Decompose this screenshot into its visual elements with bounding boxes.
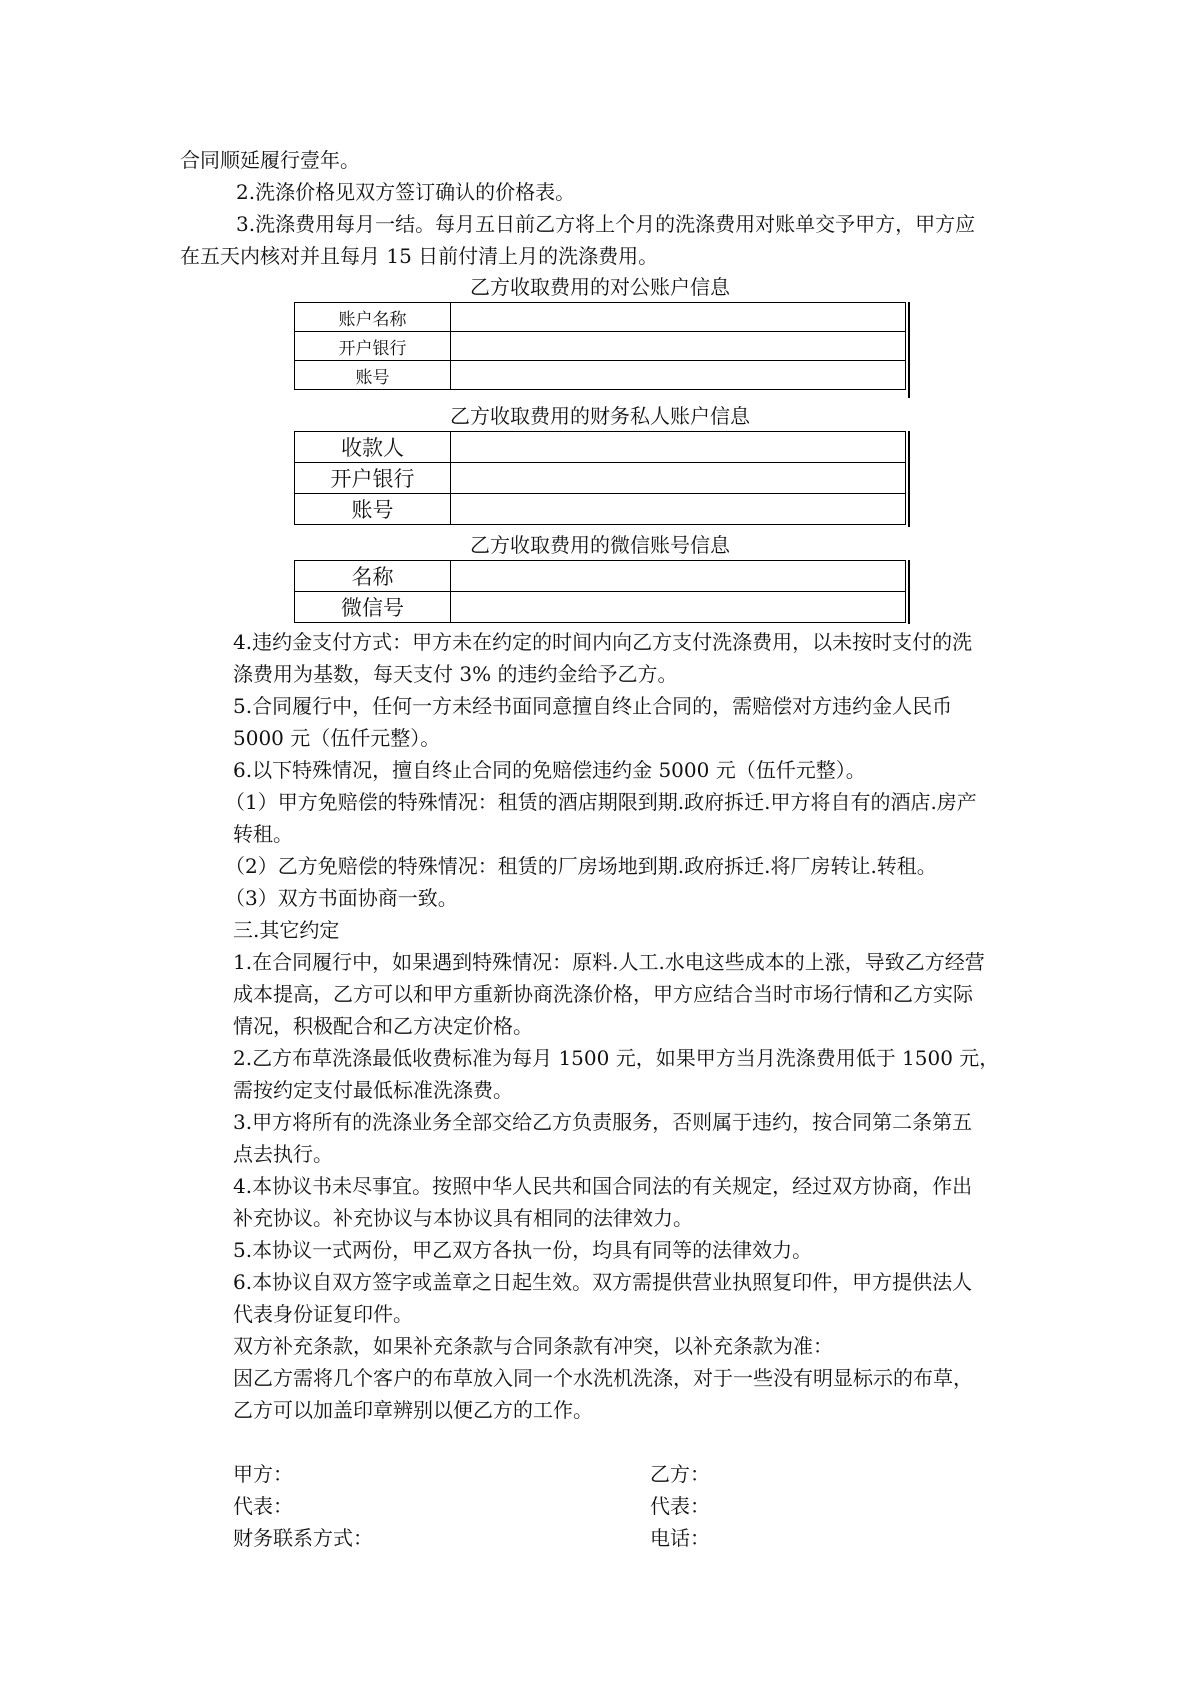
table-row	[295, 592, 906, 623]
table-edge-line	[908, 560, 910, 624]
row-label: 开户银行	[295, 463, 451, 494]
table-row	[295, 561, 906, 592]
clause-4a: 4.违约金支付方式：甲方未在约定的时间内向乙方支付洗涤费用，以未按时支付的洗	[233, 630, 973, 654]
row-value	[451, 494, 906, 525]
row-value	[451, 463, 906, 494]
public-account-caption: 乙方收取费用的对公账户信息	[470, 275, 730, 299]
table-row	[295, 494, 906, 525]
table-row	[295, 361, 906, 390]
other-1a: 1.在合同履行中，如果遇到特殊情况：原料.人工.水电这些成本的上涨，导致乙方经营	[233, 950, 985, 974]
wechat-account-table	[294, 560, 906, 623]
clause-6-1a: （1）甲方免赔偿的特殊情况：租赁的酒店期限到期.政府拆迁.甲方将自有的酒店.房产	[225, 790, 977, 814]
row-label: 账户名称	[295, 303, 451, 332]
row-label: 账号	[295, 494, 451, 525]
row-label: 微信号	[295, 592, 451, 623]
supplement-intro: 双方补充条款，如果补充条款与合同条款有冲突，以补充条款为准：	[233, 1334, 833, 1358]
other-heading: 三.其它约定	[233, 918, 340, 942]
other-2b: 需按约定支付最低标准洗涤费。	[233, 1078, 513, 1102]
row-value	[451, 303, 906, 332]
row-value	[451, 332, 906, 361]
wechat-account-caption: 乙方收取费用的微信账号信息	[470, 533, 730, 557]
other-1b: 成本提高，乙方可以和甲方重新协商洗涤价格，甲方应结合当时市场行情和乙方实际	[233, 982, 973, 1006]
other-3b: 点去执行。	[233, 1142, 333, 1166]
other-2a: 2.乙方布草洗涤最低收费标准为每月 1500 元，如果甲方当月洗涤费用低于 1500 元，	[233, 1046, 1000, 1070]
table-edge-line	[908, 431, 910, 527]
rep-b-label: 代表：	[650, 1494, 710, 1518]
supplement-2a: 因乙方需将几个客户的布草放入同一个水洗机洗涤，对于一些没有明显标示的布草，	[233, 1366, 973, 1390]
table-row	[295, 332, 906, 361]
other-6a: 6.本协议自双方签字或盖章之日起生效。双方需提供营业执照复印件，甲方提供法人	[233, 1270, 973, 1294]
table-edge-line	[908, 302, 910, 398]
row-value	[451, 361, 906, 390]
row-value	[451, 432, 906, 463]
other-4b: 补充协议。补充协议与本协议具有相同的法律效力。	[233, 1206, 693, 1230]
row-label: 开户银行	[295, 332, 451, 361]
row-label: 名称	[295, 561, 451, 592]
intro-line-2: 2.洗涤价格见双方签订确认的价格表。	[236, 180, 576, 204]
intro-line-3a: 3.洗涤费用每月一结。每月五日前乙方将上个月的洗涤费用对账单交予甲方，甲方应	[236, 212, 976, 236]
intro-line-1: 合同顺延履行壹年。	[180, 148, 360, 172]
other-3a: 3.甲方将所有的洗涤业务全部交给乙方负责服务，否则属于违约，按合同第二条第五	[233, 1110, 973, 1134]
row-value	[451, 592, 906, 623]
clause-4b: 涤费用为基数，每天支付 3% 的违约金给予乙方。	[233, 662, 678, 686]
private-account-caption: 乙方收取费用的财务私人账户信息	[450, 404, 750, 428]
supplement-2b: 乙方可以加盖印章辨别以便乙方的工作。	[233, 1398, 593, 1422]
rep-a-label: 代表：	[233, 1494, 293, 1518]
clause-6: 6.以下特殊情况，擅自终止合同的免赔偿违约金 5000 元（伍仟元整）。	[233, 758, 866, 782]
public-account-table	[294, 302, 906, 390]
finance-contact-label: 财务联系方式：	[233, 1526, 373, 1550]
table-row	[295, 432, 906, 463]
table-row	[295, 303, 906, 332]
table-row	[295, 463, 906, 494]
intro-line-3b: 在五天内核对并且每月 15 日前付清上月的洗涤费用。	[180, 244, 659, 268]
party-a-label: 甲方：	[233, 1462, 293, 1486]
other-1c: 情况，积极配合和乙方决定价格。	[233, 1014, 533, 1038]
other-6b: 代表身份证复印件。	[233, 1302, 413, 1326]
row-label: 账号	[295, 361, 451, 390]
other-4a: 4.本协议书未尽事宜。按照中华人民共和国合同法的有关规定，经过双方协商，作出	[233, 1174, 973, 1198]
clause-6-3: （3）双方书面协商一致。	[225, 886, 458, 910]
party-b-label: 乙方：	[650, 1462, 710, 1486]
row-value	[451, 561, 906, 592]
other-5: 5.本协议一式两份，甲乙双方各执一份，均具有同等的法律效力。	[233, 1238, 813, 1262]
clause-6-2: （2）乙方免赔偿的特殊情况：租赁的厂房场地到期.政府拆迁.将厂房转让.转租。	[225, 854, 937, 878]
phone-label: 电话：	[650, 1526, 710, 1550]
private-account-table	[294, 431, 906, 525]
row-label: 收款人	[295, 432, 451, 463]
clause-5a: 5.合同履行中，任何一方未经书面同意擅自终止合同的，需赔偿对方违约金人民币	[233, 694, 953, 718]
clause-6-1b: 转租。	[233, 822, 293, 846]
clause-5b: 5000 元（伍仟元整）。	[233, 726, 441, 750]
